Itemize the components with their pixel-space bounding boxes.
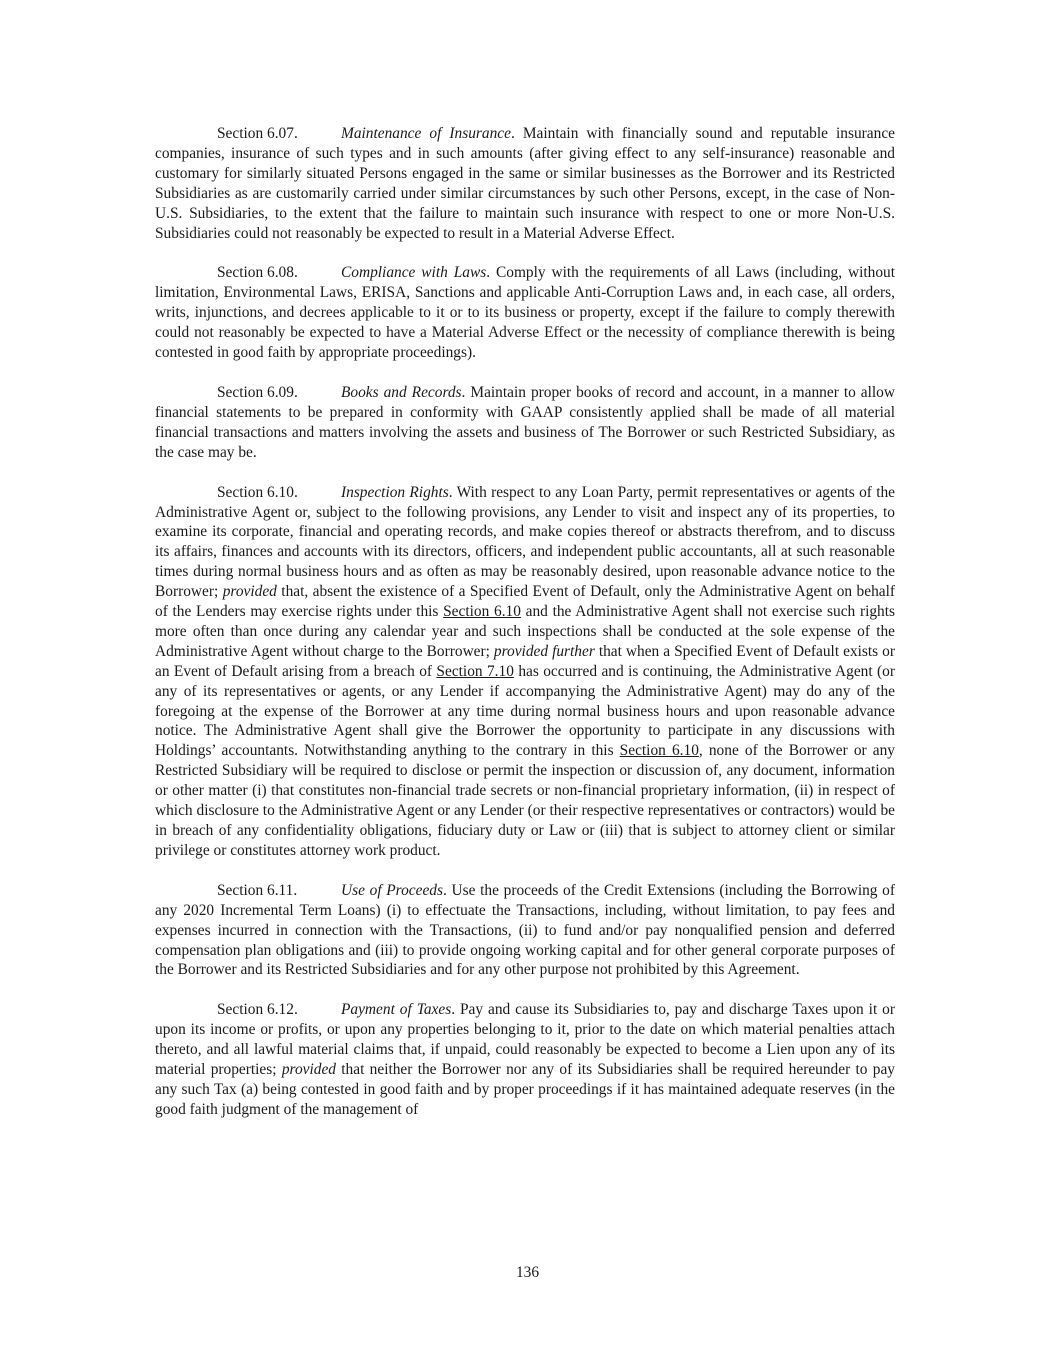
section-body: has occurred and is continuing, the Administrative Agent (or any of its representatives or agents, or any Lender if accompanying the Administrative Agent) may do any of the foregoing at the expense of the Borrower at any time during normal business hours and upon reasonable advance notice. The Administrative Agent shall give the Borrower the opportunity to participate in any discussions with Holdings’ accountants. Notwithstanding anything to the contrary in this xyxy=(155,662,895,760)
section-title: Books and Records xyxy=(341,383,462,401)
section-6-12: Section 6.12. Payment of Taxes. Pay and cause its Subsidiaries to, pay and discharge Taxes upon it or upon its income or profits, or upon any properties belonging to it, prior to the date on which material penalties attach thereto, and all lawful material claims that, if unpaid, could reasonably be expected to become a Lien upon any of its material properties; provided that neither the Borrower nor any of its Subsidiaries shall be required hereunder to pay any such Tax (a) being contested in good faith and by proper proceedings if it has maintained adequate reserves (in the good faith judgment of the management of xyxy=(155,1001,895,1118)
cross-reference-section-6-10: Section 6.10 xyxy=(443,603,521,621)
section-body: Comply with the requirements of all Laws (including, without limitation, Environmental Laws, ERISA, Sanctions and applicable Anti-Corruption Laws and, in each case, all orders, writs, injunctions, and decrees applicable to it or to its business or property, except if the failure to comply therewith could not reasonably be expected to have a Material Adverse Effect or the necessity of compliance therewith is being contested in good faith by appropriate proceedings). xyxy=(155,264,896,362)
section-body: Use the proceeds of the Credit Extensions (including the Borrowing of any 2020 Incremental Term Loans) (i) to effectuate the Transactions, including, without limitation, to pay fees and expenses incurred in connection with the Transactions, (ii) to fund and/or pay nonqualified pension and deferred compensation plan obligations and (iii) to provide ongoing working capital and for other general corporate purposes of the Borrower and its Restricted Subsidiaries and for any other purpose not prohibited by this Agreement. xyxy=(155,881,895,979)
cross-reference-section-6-10: Section 6.10 xyxy=(619,742,699,760)
section-6-07: Section 6.07. Maintenance of Insurance. Maintain with financially sound and reputable insurance companies, insurance of such types and in such amounts (after giving effect to any self-insurance) reasonable and customary for similarly situated Persons engaged in the same or similar businesses as the Borrower and its Restricted Subsidiaries as are customarily carried under similar circumstances by such other Persons, except, in the case of Non-U.S. Subsidiaries, to the extent that the failure to maintain such insurance with respect to one or more Non-U.S. Subsidiaries could not reasonably be expected to result in a Material Adverse Effect. xyxy=(155,125,895,242)
section-number: Section 6.07. xyxy=(217,125,298,142)
section-body: that neither the Borrower nor any of its Subsidiaries shall be required hereunder to pay any such Tax (a) being contested in good faith and by proper proceedings if it has maintained adequate reserves (in the good faith judgment of the management of xyxy=(155,1061,895,1118)
section-body: With respect to any Loan Party, permit representatives or agents of the Administrative Agent or, subject to the following provisions, any Lender to visit and inspect any of its properties, to examine its corporate, financial and operating records, and make copies thereof or abstracts therefrom, and to discuss its affairs, finances and accounts with its directors, officers, and independent public accountants, all at such reasonable times during normal business hours and as often as may be reasonably desired, upon reasonable advance notice to the Borrower; xyxy=(155,483,896,601)
section-6-10: Section 6.10. Inspection Rights. With respect to any Loan Party, permit representatives or agents of the Administrative Agent or, subject to the following provisions, any Lender to visit and inspect any of its properties, to examine its corporate, financial and operating records, and make copies thereof or abstracts therefrom, and to discuss its affairs, finances and accounts with its directors, officers, and independent public accountants, all at such reasonable times during normal business hours and as often as may be reasonably desired, upon reasonable advance notice to the Borrower; provided that, absent the existence of a Specified Event of Default, only the Administrative Agent on behalf of the Lenders may exercise rights under this Section 6.10 and the Administrative Agent shall not exercise such rights more often than once during any calendar year and such inspections shall be conducted at the sole expense of the Administrative Agent without charge to the Borrower; provided further that when a Specified Event of Default exists or an Event of Default arising from a breach of Section 7.10 has occurred and is continuing, the Administrative Agent (or any of its representatives or agents, or any Lender if accompanying the Administrative Agent) may do any of the foregoing at the expense of the Borrower at any time during normal business hours and upon reasonable advance notice. The Administrative Agent shall give the Borrower the opportunity to participate in any discussions with Holdings’ accountants. Notwithstanding anything to the contrary in this Section 6.10, none of the Borrower or any Restricted Subsidiary will be required to disclose or permit the inspection or discussion of, any document, information or other matter (i) that constitutes non-financial trade secrets or non-financial proprietary information, (ii) in respect of which disclosure to the Administrative Agent or any Lender (or their respective representatives or contractors) would be in breach of any confidentiality obligations, fiduciary duty or Law or (iii) that is subject to attorney client or similar privilege or constitutes attorney work product. xyxy=(155,483,896,859)
section-6-08: Section 6.08. Compliance with Laws. Comply with the requirements of all Laws (including, without limitation, Environmental Laws, ERISA, Sanctions and applicable Anti-Corruption Laws and, in each case, all orders, writs, injunctions, and decrees applicable to it or to its business or property, except if the failure to comply therewith could not reasonably be expected to have a Material Adverse Effect or the necessity of compliance therewith is being contested in good faith by appropriate proceedings). xyxy=(155,264,896,362)
section-number: Section 6.11. xyxy=(217,881,298,899)
section-title: Maintenance of Insurance xyxy=(341,125,511,142)
section-body: Maintain with financially sound and reputable insurance companies, insurance of such types and in such amounts (after giving effect to any self-insurance) reasonable and customary for similarly situated Persons engaged in the same or similar businesses as the Borrower and its Restricted Subsidiaries as are customarily carried under similar circumstances by such other Persons, except, in the case of Non-U.S. Subsidiaries, to the extent that the failure to maintain such insurance with respect to one or more Non-U.S. Subsidiaries could not reasonably be expected to result in a Material Adverse Effect. xyxy=(155,125,895,242)
page-number: 136 xyxy=(515,1264,540,1281)
section-title: Payment of Taxes xyxy=(341,1001,452,1019)
document-page xyxy=(155,124,895,1140)
section-body: , none of the Borrower or any Restricted Subsidiary will be required to disclose or permit the inspection or discussion of, any document, information or other matter (i) that constitutes non-financial trade secrets or non-financial proprietary information, (ii) in respect of which disclosure to the Administrative Agent or any Lender (or their respective representatives or contractors) would be in breach of any confidentiality obligations, fiduciary duty or Law or (iii) that is subject to attorney client or similar privilege or constitutes attorney work product. xyxy=(155,742,895,859)
section-number: Section 6.12. xyxy=(217,1001,298,1019)
section-6-09: Section 6.09. Books and Records. Maintain proper books of record and account, in a manner to allow financial statements to be prepared in conformity with GAAP consistently applied shall be made of all material financial transactions and matters involving the assets and business of The Borrower or such Restricted Subsidiary, as the case may be. xyxy=(155,383,895,461)
provided-further-term: provided further xyxy=(493,642,595,660)
provided-term: provided xyxy=(222,583,277,601)
cross-reference-section-7-10: Section 7.10 xyxy=(436,662,514,680)
section-title: Inspection Rights xyxy=(341,483,449,501)
section-title: Compliance with Laws xyxy=(341,264,487,282)
provided-term: provided xyxy=(281,1061,336,1079)
section-body: and the Administrative Agent shall not exercise such rights more often than once during any calendar year and such inspections shall be conducted at the sole expense of the Administrative Agent without charge to the Borrower; xyxy=(155,603,896,660)
section-number: Section 6.09. xyxy=(217,383,298,401)
section-body: Pay and cause its Subsidiaries to, pay and discharge Taxes upon it or upon its income or profits, or upon any properties belonging to it, prior to the date on which material penalties attach thereto, and all lawful material claims that, if unpaid, could reasonably be expected to become a Lien upon any of its material properties; xyxy=(155,1001,895,1079)
section-title: Use of Proceeds xyxy=(341,881,443,899)
section-6-11: Section 6.11. Use of Proceeds. Use the proceeds of the Credit Extensions (including the Borrowing of any 2020 Incremental Term Loans) (i) to effectuate the Transactions, including, without limitation, to pay fees and expenses incurred in connection with the Transactions, (ii) to fund and/or pay nonqualified pension and deferred compensation plan obligations and (iii) to provide ongoing working capital and for other general corporate purposes of the Borrower and its Restricted Subsidiaries and for any other purpose not prohibited by this Agreement. xyxy=(155,881,895,979)
section-number: Section 6.08. xyxy=(217,264,298,282)
section-body: that when a Specified Event of Default exists or an Event of Default arising from a breach of xyxy=(155,642,895,680)
section-body: that, absent the existence of a Specified Event of Default, only the Administrative Agent on behalf of the Lenders may exercise rights under this xyxy=(155,583,895,621)
section-number: Section 6.10. xyxy=(217,483,298,501)
section-body: Maintain proper books of record and account, in a manner to allow financial statements to be prepared in conformity with GAAP consistently applied shall be made of all material financial transactions and matters involving the assets and business of The Borrower or such Restricted Subsidiary, as the case may be. xyxy=(155,383,895,461)
